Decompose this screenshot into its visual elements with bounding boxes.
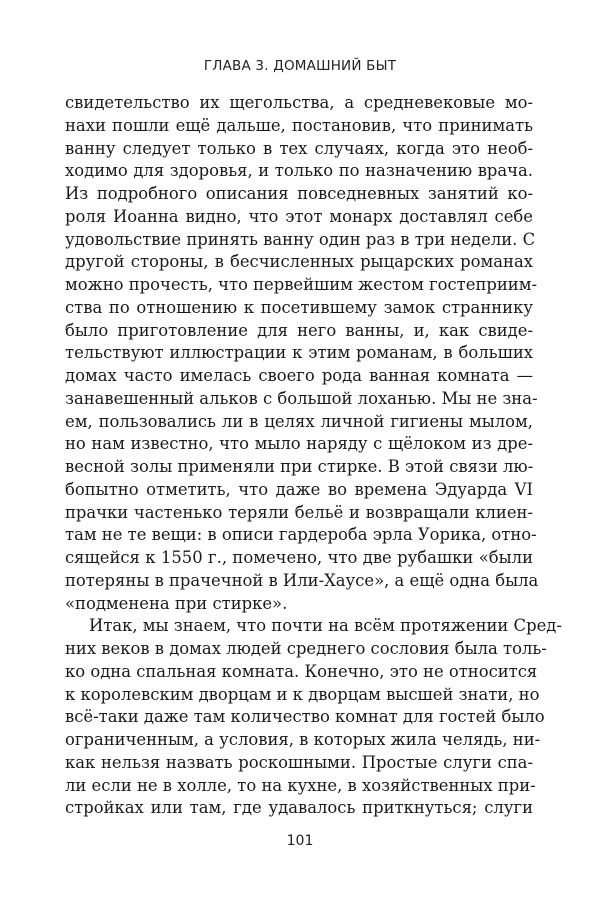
text-line: другой стороны, в бесчисленных рыцарских романах [65,252,533,272]
text-line: Итак, мы знаем, что почти на всём протяжении Сред- [89,616,562,636]
text-line: них веков в домах людей среднего сословия была толь- [65,639,547,658]
text-line: ходимо для здоровья, и только по назначению врача. [65,161,533,181]
text-line: занавешенный альков с большой лоханью. Мы не зна- [65,388,538,408]
text-line: ем, пользовались ли в целях личной гигиены мылом, [65,411,533,431]
text-line: ванну следует только в тех случаях, когда это необ- [65,138,533,158]
text-line: домах часто имелась своего рода ванная комната — [65,366,533,385]
text-line: можно прочесть, что первейшим жестом гостеприим- [65,275,537,294]
text-line: всё-таки даже там количество комнат для гостей было [65,707,545,727]
text-line: «подменена при стирке». [65,593,288,613]
text-line: прачки частенько теряли бельё и возвращали клиен- [65,502,533,522]
text-line: к королевским дворцам и к дворцам высшей знати, но [65,684,540,704]
text-line: было приготовление для него ванны, и, как свиде- [65,320,533,340]
text-line: удовольствие принять ванну один раз в три недели. С [65,229,536,249]
paragraph-2 [65,615,562,820]
text-line: там не те вещи: в описи гардероба эрла Уорика, отно- [65,525,537,545]
text-line: но нам известно, что мыло наряду с щёлоком из дре- [65,434,533,454]
text-line: свидетельство их щегольства, а средневековые мо- [65,93,533,112]
text-line: весной золы применяли при стирке. В этой связи лю- [65,457,534,476]
text-line: ства по отношению к посетившему замок страннику [65,297,533,317]
text-line: тельствуют иллюстрации к этим романам, в больших [65,343,533,363]
running-header: ГЛАВА 3. ДОМАШНИЙ БЫТ [203,58,397,74]
text-line: ли если не в холле, то на кухне, в хозяйственных при- [65,775,536,795]
text-line: стройках или там, где удавалось приткнуться; слуги [65,798,533,818]
text-line: ограниченным, а условия, в которых жила челядь, ни- [65,730,541,749]
page-number: 101 [286,833,314,849]
text-line: сящейся к 1550 г., помечено, что две рубашки «были [65,548,533,567]
text-line: роля Иоанна видно, что этот монарх доставлял себе [65,206,533,226]
text-line: нахи пошли ещё дальше, постановив, что принимать [65,115,533,135]
text-line: Из подробного описания повседневных занятий ко- [65,184,533,203]
text-line: потеряны в прачечной в Или-Хаусе», а ещё одна была [65,570,539,590]
text-line: бопытно отметить, что даже во времена Эдуарда VI [65,479,533,499]
text-line: ко одна спальная комната. Конечно, это не относится [65,661,538,681]
paragraph-1 [65,92,539,615]
page-body [65,92,562,820]
text-line: как нельзя назвать роскошными. Простые слуги спа- [65,752,533,772]
